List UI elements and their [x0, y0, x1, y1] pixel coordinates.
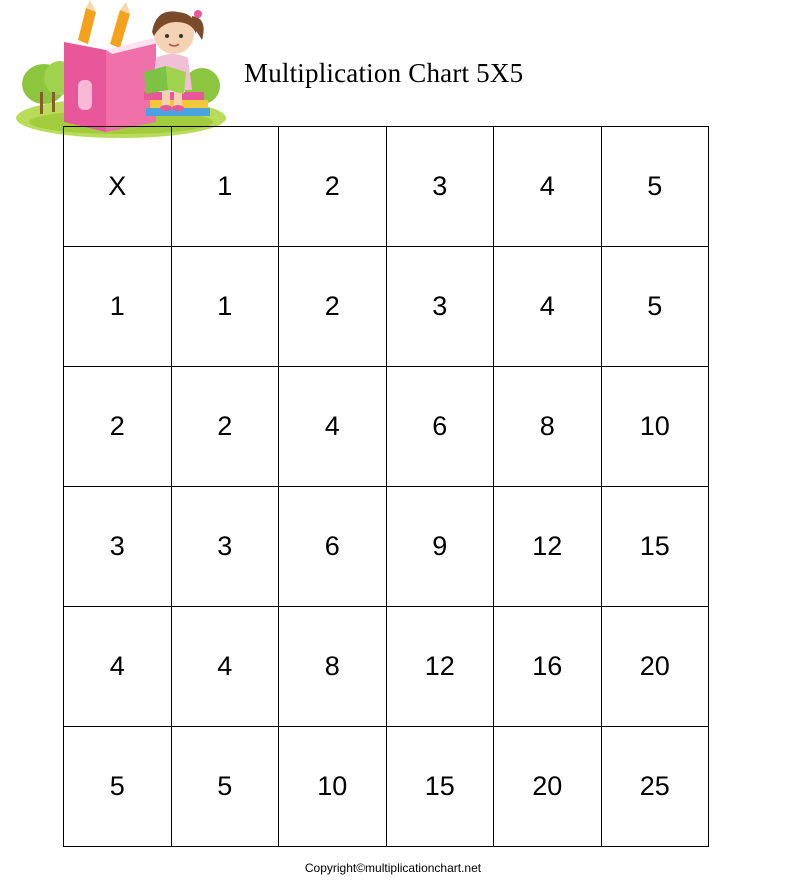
table-cell: 8	[279, 607, 387, 727]
table-cell: 2	[171, 367, 279, 487]
girl-reading-book-illustration	[16, 0, 236, 140]
table-cell: 3	[171, 487, 279, 607]
corner-cell: X	[64, 127, 172, 247]
table-row	[64, 247, 709, 367]
copyright-notice: Copyright©multiplicationchart.net	[304, 861, 482, 875]
table-cell: 20	[494, 727, 602, 847]
row-header-cell: 4	[64, 607, 172, 727]
table-row	[64, 487, 709, 607]
table-row	[64, 727, 709, 847]
table-cell: 12	[386, 607, 494, 727]
row-header-cell: 3	[64, 487, 172, 607]
table-cell: 4	[171, 607, 279, 727]
column-header-cell: 4	[494, 127, 602, 247]
table-cell: 15	[386, 727, 494, 847]
table-cell: 5	[601, 247, 709, 367]
pencil-icon	[78, 0, 130, 48]
table-row	[64, 607, 709, 727]
table-cell: 5	[171, 727, 279, 847]
table-cell: 9	[386, 487, 494, 607]
table-cell: 4	[279, 367, 387, 487]
table-cell: 6	[279, 487, 387, 607]
table-cell: 10	[601, 367, 709, 487]
multiplication-table	[63, 126, 709, 847]
column-header-cell: 1	[171, 127, 279, 247]
table-cell: 8	[494, 367, 602, 487]
row-header-cell: 2	[64, 367, 172, 487]
page-title: Multiplication Chart 5X5	[244, 58, 524, 88]
table-row	[64, 367, 709, 487]
table-cell: 25	[601, 727, 709, 847]
table-cell: 4	[494, 247, 602, 367]
table-cell: 10	[279, 727, 387, 847]
row-header-cell: 5	[64, 727, 172, 847]
table-cell: 6	[386, 367, 494, 487]
table-cell: 1	[171, 247, 279, 367]
table-cell: 2	[279, 247, 387, 367]
column-header-cell: 2	[279, 127, 387, 247]
table-cell: 12	[494, 487, 602, 607]
column-header-cell: 5	[601, 127, 709, 247]
table-cell: 20	[601, 607, 709, 727]
table-cell: 15	[601, 487, 709, 607]
table-cell: 16	[494, 607, 602, 727]
header-row	[64, 127, 709, 247]
table-cell: 3	[386, 247, 494, 367]
row-header-cell: 1	[64, 247, 172, 367]
column-header-cell: 3	[386, 127, 494, 247]
